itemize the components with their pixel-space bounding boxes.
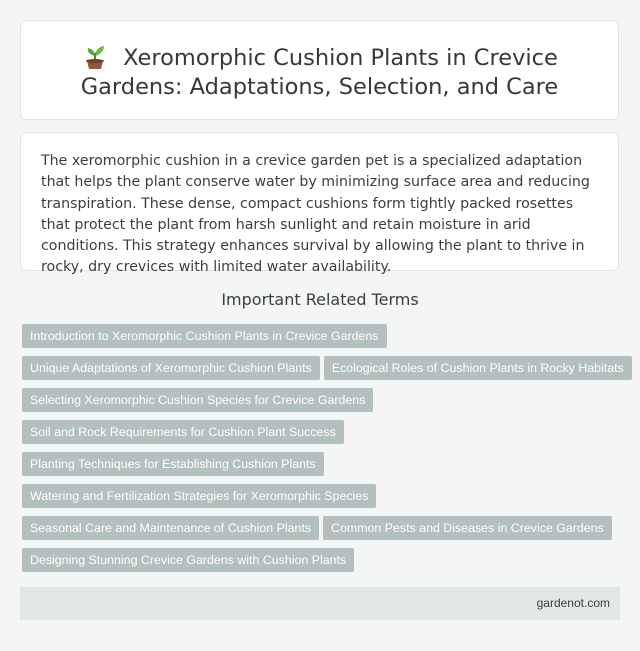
intro-card bbox=[20, 132, 619, 276]
related-term-tag[interactable]: Unique Adaptations of Xeromorphic Cushion Plants bbox=[22, 356, 320, 380]
related-term-tag[interactable]: Ecological Roles of Cushion Plants in Rocky Habitats bbox=[324, 356, 632, 380]
related-term-tag[interactable]: Seasonal Care and Maintenance of Cushion Plants bbox=[22, 516, 319, 540]
related-term-tag[interactable]: Soil and Rock Requirements for Cushion Plant Success bbox=[22, 420, 344, 444]
footer-site-link[interactable]: gardenot.com bbox=[536, 596, 610, 610]
intro-paragraph: The xeromorphic cushion in a crevice garden pet is a specialized adaptation that helps the plant conserve water by minimizing surface area and reducing transpiration. These dense, compact cushions form tightly packed rosettes that protect the plant from harsh sunlight and retain moisture in arid conditions. This strategy enhances survival by allowing the plant to thrive in rocky, dry crevices with limited water availability. bbox=[41, 153, 590, 276]
page-title-text: Xeromorphic Cushion Plants in Crevice Gardens: Adaptations, Selection, and Care bbox=[80, 45, 559, 100]
related-term-tag[interactable]: Introduction to Xeromorphic Cushion Plants in Crevice Gardens bbox=[22, 324, 387, 348]
sprout-icon bbox=[81, 43, 109, 69]
page-title bbox=[60, 43, 580, 102]
related-term-tag[interactable]: Watering and Fertilization Strategies for Xeromorphic Species bbox=[22, 484, 376, 508]
related-terms-heading: Important Related Terms bbox=[221, 290, 419, 309]
related-terms-list bbox=[22, 324, 622, 580]
related-term-tag[interactable]: Selecting Xeromorphic Cushion Species for Crevice Gardens bbox=[22, 388, 373, 412]
related-term-tag[interactable]: Designing Stunning Crevice Gardens with Cushion Plants bbox=[22, 548, 354, 572]
footer bbox=[20, 587, 620, 620]
related-term-tag[interactable]: Planting Techniques for Establishing Cushion Plants bbox=[22, 452, 324, 476]
related-term-tag[interactable]: Common Pests and Diseases in Crevice Gardens bbox=[323, 516, 612, 540]
title-card bbox=[20, 20, 619, 120]
